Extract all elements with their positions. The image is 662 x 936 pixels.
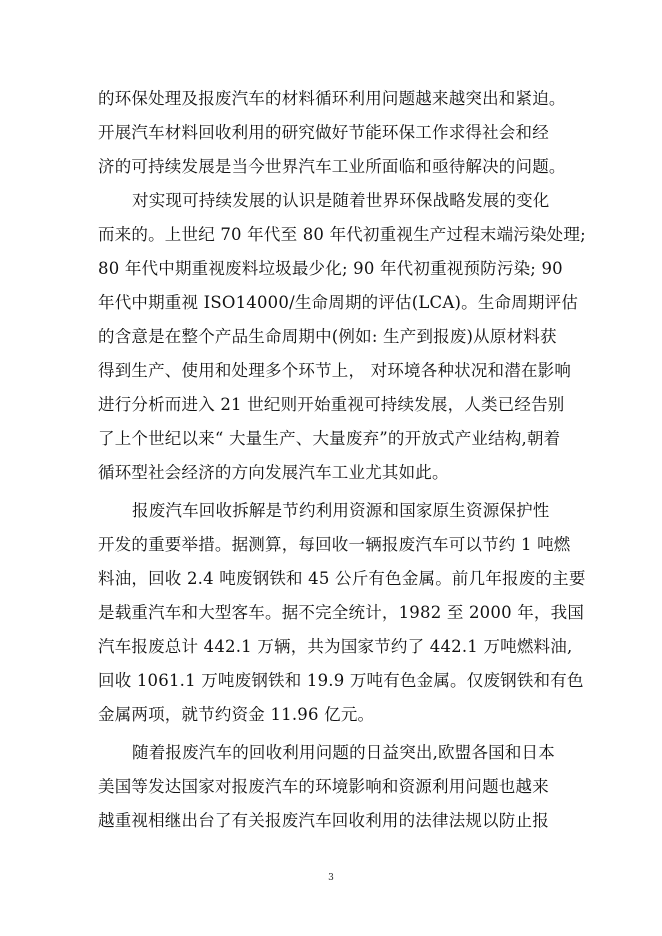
text-line: 金属两项，就节约资金 11.96 亿元。	[98, 705, 375, 724]
text-line: 的含意是在整个产品生命周期中(例如: 生产到报废)从原材料获	[98, 327, 557, 346]
text-line: 料油，回收 2.4 吨废钢铁和 45 公斤有色金属。前几年报废的主要	[98, 569, 586, 588]
text-line: 随着报废汽车的回收利用问题的日益突出,欧盟各国和日本	[132, 743, 555, 762]
text-line: 进行分析而进入 21 世纪则开始重视可持续发展，人类已经告别	[98, 395, 565, 414]
text-line: 济的可持续发展是当今世界汽车工业所面临和亟待解决的问题。	[98, 157, 566, 176]
text-line: 开展汽车材料回收利用的研究做好节能环保工作求得社会和经	[98, 123, 549, 142]
text-line: 年代中期重视 ISO14000/生命周期的评估(LCA)。生命周期评估	[98, 293, 579, 312]
text-line: 得到生产、使用和处理多个环节上， 对环境各种状况和潜在影响	[98, 361, 572, 380]
text-line: 报废汽车回收拆解是节约利用资源和国家原生资源保护性	[132, 501, 550, 520]
text-line: 而来的。上世纪 70 年代至 80 年代初重视生产过程末端污染处理;	[98, 225, 586, 244]
text-line: 80 年代中期重视废料垃圾最少化; 90 年代初重视预防污染; 90	[98, 259, 563, 278]
text-line: 美国等发达国家对报废汽车的环境影响和资源利用问题也越来	[98, 777, 549, 796]
text-line: 的环保处理及报废汽车的材料循环利用问题越来越突出和紧迫。	[98, 89, 566, 108]
text-line: 回收 1061.1 万吨废钢铁和 19.9 万吨有色金属。仅废钢铁和有色	[98, 671, 584, 690]
text-line: 对实现可持续发展的认识是随着世界环保战略发展的变化	[132, 191, 550, 210]
text-line: 开发的重要举措。据测算，每回收一辆报废汽车可以节约 1 吨燃	[98, 535, 571, 554]
page-number: 3	[328, 873, 334, 883]
text-line: 循环型社会经济的方向发展汽车工业尤其如此。	[98, 463, 449, 482]
text-line: 汽车报废总计 442.1 万辆，共为国家节约了 442.1 万吨燃料油,	[98, 637, 573, 656]
text-line: 越重视相继出台了有关报废汽车回收利用的法律法规以防止报	[98, 811, 549, 830]
text-line: 是载重汽车和大型客车。据不完全统计，1982 至 2000 年，我国	[98, 603, 585, 622]
text-line: 了上个世纪以来“ 大量生产、大量废弃”的开放式产业结构,朝着	[98, 429, 561, 448]
